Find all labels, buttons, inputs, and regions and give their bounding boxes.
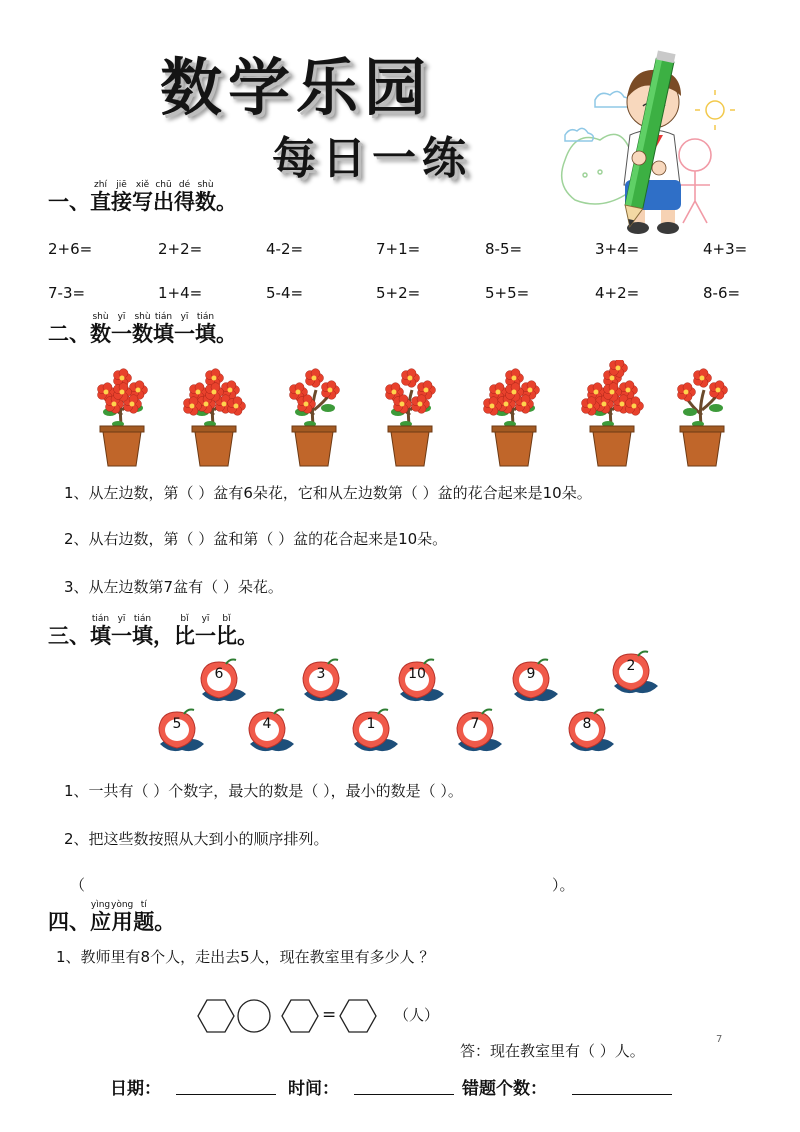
flower-icon <box>322 381 340 400</box>
page-number: 7 <box>716 1034 723 1045</box>
answer-open-paren: （ <box>70 876 86 894</box>
equation: 4+2= <box>595 284 640 302</box>
flower-icon <box>228 397 246 416</box>
flower-icon <box>626 397 644 416</box>
section-1-number: 一、 <box>48 190 90 214</box>
time-blank[interactable] <box>354 1076 454 1095</box>
hexagon-blank <box>282 1000 318 1032</box>
flower-icon <box>678 383 696 402</box>
flower-pot-icon <box>182 360 246 468</box>
equation-shapes <box>188 996 388 1036</box>
flower-pot-icon <box>482 360 546 468</box>
section-4-heading: 四、应yìng用yòng题tí。 <box>48 900 176 934</box>
peach-number-card: 7 <box>452 706 508 754</box>
equation: 8-6= <box>703 284 741 302</box>
flower-icon <box>402 369 420 388</box>
section-4-number: 四、 <box>48 910 90 934</box>
answer-close-paren: ）。 <box>552 876 575 894</box>
answer-line: 答：现在教室里有（ ）人。 <box>460 1042 645 1060</box>
flower-icon <box>610 360 628 377</box>
question-2-3: 3、从左边数第7盆有（ ）朵花。 <box>64 578 283 596</box>
peach-number-card: 1 <box>348 706 404 754</box>
errors-blank[interactable] <box>572 1076 672 1095</box>
equation: 7+1= <box>376 240 421 258</box>
equation: 5+2= <box>376 284 421 302</box>
boy-with-pencil-illustration <box>555 40 745 235</box>
peach-number-card: 4 <box>244 706 300 754</box>
peach-number-card: 8 <box>564 706 620 754</box>
peach-number-card: 5 <box>154 706 210 754</box>
hexagon-blank <box>198 1000 234 1032</box>
question-2-1: 1、从左边数，第（ ）盆有6朵花，它和从左边数第（ ）盆的花合起来是10朵。 <box>64 484 592 502</box>
flower-pot-icon <box>580 360 644 468</box>
page-title: 数学乐园 <box>160 51 433 124</box>
errors-label: 错题个数： <box>462 1079 547 1099</box>
date-blank[interactable] <box>176 1076 276 1095</box>
peach-number-card: 3 <box>298 656 354 704</box>
equals-sign: = <box>322 1005 337 1025</box>
section-3-heading: 三、填tián一yī填tián，比bǐ一yī比bǐ。 <box>48 614 258 648</box>
flower-icon <box>694 369 712 388</box>
peach-number-card: 10 <box>394 656 450 704</box>
question-3-2: 2、把这些数按照从大到小的顺序排列。 <box>64 830 329 848</box>
question-4-1: 1、教师里有8个人，走出去5人，现在教室里有多少人 ？ <box>56 948 435 966</box>
flower-pot-icon <box>90 360 154 468</box>
hexagon-blank <box>340 1000 376 1032</box>
flower-pot-icon <box>282 360 346 468</box>
equation: 8-5= <box>485 240 523 258</box>
flower-pot-row <box>90 360 740 468</box>
flower-icon <box>306 369 324 388</box>
flower-pot-icon <box>378 360 442 468</box>
circle-blank <box>238 1000 270 1032</box>
question-3-1: 1、一共有（ ）个数字，最大的数是（ ），最小的数是（ ）。 <box>64 782 463 800</box>
equation: 2+6= <box>48 240 93 258</box>
section-2-heading: 二、数shù一yī数shù填tián一yī填tián。 <box>48 312 237 346</box>
question-2-2: 2、从右边数，第（ ）盆和第（ ）盆的花合起来是10朵。 <box>64 530 448 548</box>
peach-number-card: 9 <box>508 656 564 704</box>
equation: 3+4= <box>595 240 640 258</box>
equation: 7-3= <box>48 284 86 302</box>
equation: 5-4= <box>266 284 304 302</box>
equation: 4+3= <box>703 240 748 258</box>
section-2-number: 二、 <box>48 322 90 346</box>
page-subtitle: 每日一练 <box>272 133 472 184</box>
flower-icon <box>710 381 728 400</box>
date-label: 日期： <box>110 1079 161 1099</box>
flower-pot-icon <box>670 360 734 468</box>
equation: 2+2= <box>158 240 203 258</box>
time-label: 时间： <box>288 1079 339 1099</box>
section-1-heading: 一、直zhí接jiē写xiě出chū得dé数shù。 <box>48 180 237 214</box>
peach-number-card: 2 <box>608 648 664 696</box>
peach-number-card: 6 <box>196 656 252 704</box>
equation: 5+5= <box>485 284 530 302</box>
unit-label: （人） <box>394 1006 440 1024</box>
section-3-number: 三、 <box>48 624 90 648</box>
equation: 1+4= <box>158 284 203 302</box>
equation: 4-2= <box>266 240 304 258</box>
